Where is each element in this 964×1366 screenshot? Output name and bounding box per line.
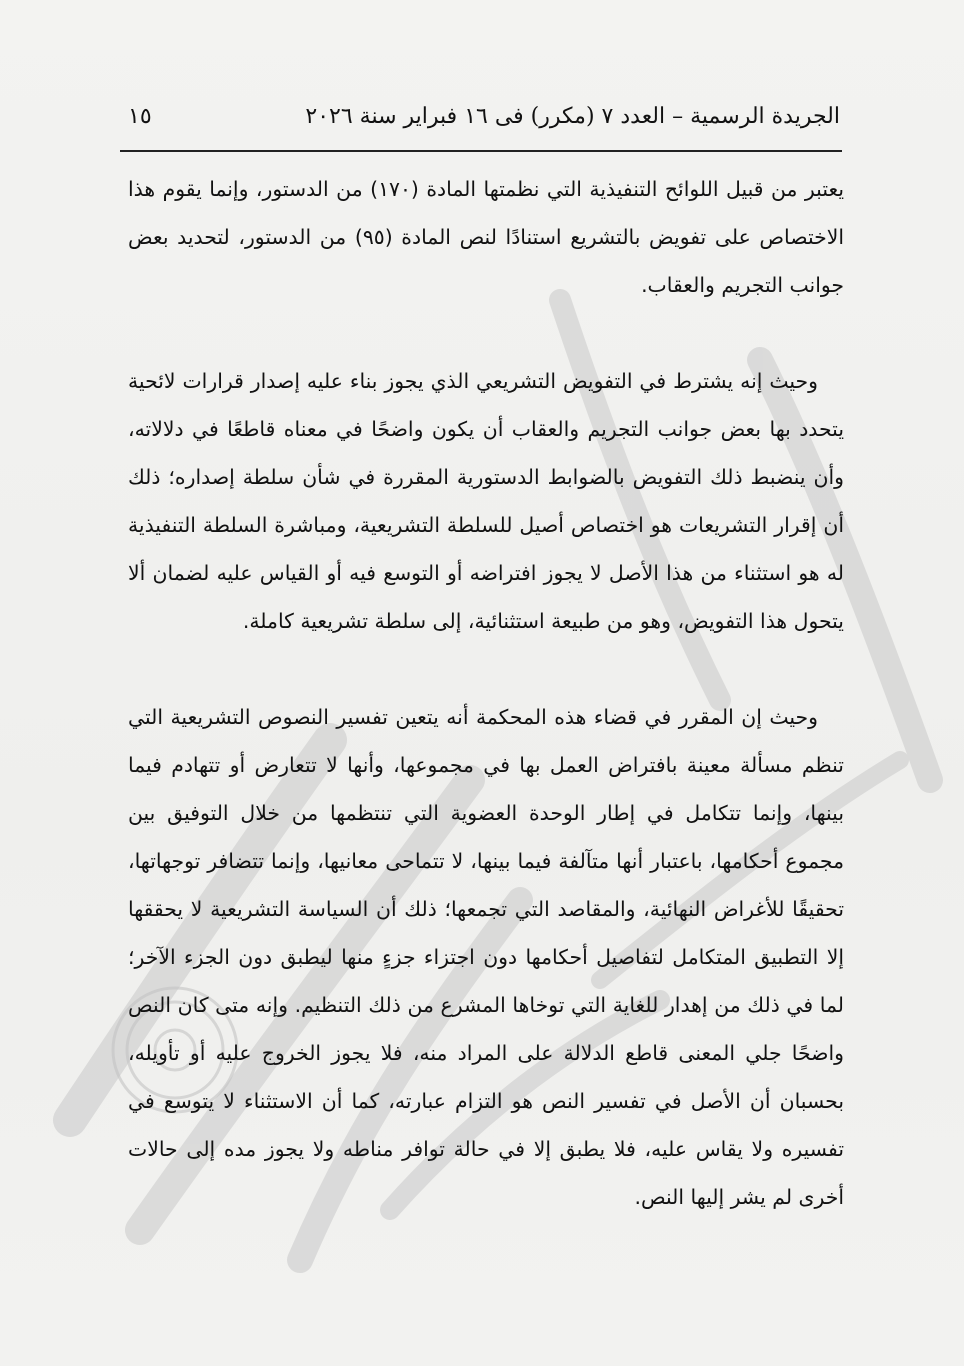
header-divider <box>120 150 842 152</box>
paragraph-3: وحيث إن المقرر في قضاء هذه المحكمة أنه يتعين تفسير النصوص التشريعية التي تنظم مسألة معينة بافتراض العمل بها في مجموعها، وأنها لا تتعارض أو تتهادم فيما بينها، وإنما تتكامل في إطار الوحدة العضوية التي تنتظمها من خلال التوفيق بين مجموع أحكامها، باعتبار أنها متآلفة فيما بينها، لا تتماحى معانيها، وإنما تتضافر توجهاتها، تحقيقًا للأغراض النهائية، والمقاصد التي تجمعها؛ ذلك أن السياسة التشريعية لا يحققها إلا التطبيق المتكامل لتفاصيل أحكامها دون اجتزاء جزءٍ منها ليطبق دون الجزء الآخر؛ لما في ذلك من إهدار للغاية التي توخاها المشرع من ذلك التنظيم. وإنه متى كان النص واضحًا جلي المعنى قاطع الدلالة على المراد منه، فلا يجوز الخروج عليه أو تأويله، بحسبان أن الأصل في تفسير النص هو التزام عبارته، كما أن الاستثناء لا يتوسع في تفسيره ولا يقاس عليه، فلا يطبق إلا في حالة توافر مناطه ولا يجوز مده إلى حالات أخرى لم يشر إليها النص. <box>128 705 844 1209</box>
page-header <box>120 100 845 144</box>
paragraph-spacer <box>128 645 844 693</box>
gazette-header-title: الجريدة الرسمية – العدد ٧ (مكرر) فى ١٦ فبراير سنة ٢٠٢٦ <box>305 104 840 129</box>
document-body <box>128 165 844 1221</box>
paragraph-spacer <box>128 309 844 357</box>
paragraph-2: وحيث إنه يشترط في التفويض التشريعي الذي يجوز بناء عليه إصدار قرارات لائحية يتحدد بها بعض جوانب التجريم والعقاب أن يكون واضحًا في معناه قاطعًا في دلالاته، وأن ينضبط ذلك التفويض بالضوابط الدستورية المقررة في شأن سلطة إصداره؛ ذلك أن إقرار التشريعات هو اختصاص أصيل للسلطة التشريعية، ومباشرة السلطة التنفيذية له هو استثناء من هذا الأصل لا يجوز افتراضه أو التوسع فيه أو القياس عليه لضمان ألا يتحول هذا التفويض، وهو من طبيعة استثنائية، إلى سلطة تشريعية كاملة. <box>128 369 844 633</box>
paragraph-1: يعتبر من قبيل اللوائح التنفيذية التي نظمتها المادة (١٧٠) من الدستور، وإنما يقوم هذا الاختصاص على تفويض بالتشريع استنادًا لنص المادة (٩٥) من الدستور، لتحديد بعض جوانب التجريم والعقاب. <box>128 177 844 297</box>
page-number: ١٥ <box>128 104 152 129</box>
